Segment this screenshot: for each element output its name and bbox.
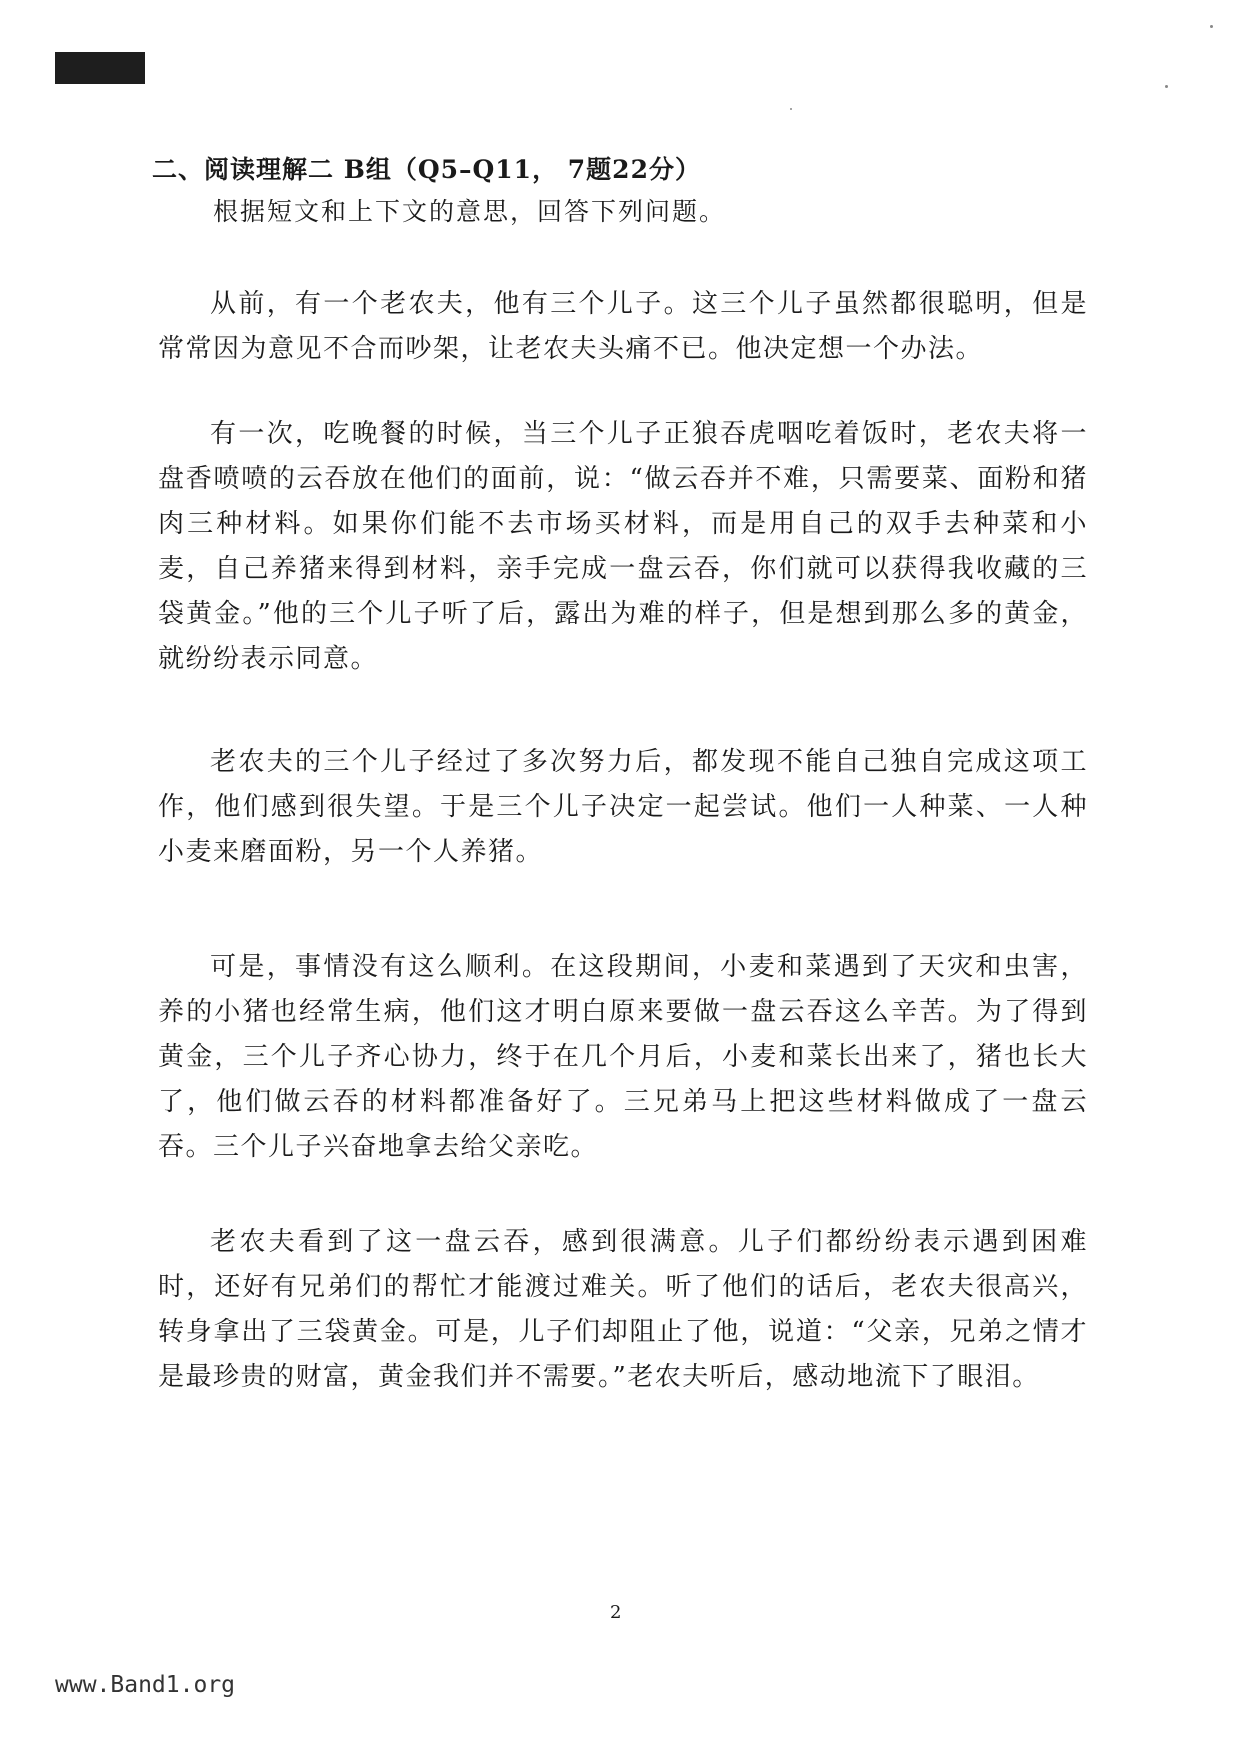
story-paragraph-4: 可是，事情没有这么顺利。在这段期间，小麦和菜遇到了天灾和虫害，养的小猪也经常生病，他们这才明白原来要做一盘云吞这么辛苦。为了得到黄金，三个儿子齐心协力，终于在几个月后，小麦和菜长出来了，猪也长大了，他们做云吞的材料都准备好了。三兄弟马上把这些材料做成了一盘云吞。三个儿子兴奋地拿去给父亲吃。 bbox=[158, 952, 1088, 1162]
scan-speck bbox=[790, 108, 792, 110]
story-paragraph-3: 老农夫的三个儿子经过了多次努力后，都发现不能自己独自完成这项工作，他们感到很失望。于是三个儿子决定一起尝试。他们一人种菜、一人种小麦来磨面粉，另一个人养猪。 bbox=[158, 747, 1088, 867]
story-paragraph-1: 从前，有一个老农夫，他有三个儿子。这三个儿子虽然都很聪明，但是常常因为意见不合而吵架，让老农夫头痛不已。他决定想一个办法。 bbox=[158, 289, 1088, 364]
story-paragraph-5: 老农夫看到了这一盘云吞，感到很满意。儿子们都纷纷表示遇到困难时，还好有兄弟们的帮忙才能渡过难关。听了他们的话后，老农夫很高兴，转身拿出了三袋黄金。可是，儿子们却阻止了他，说道：“父亲，兄弟之情才是最珍贵的财富，黄金我们并不需要。”老农夫听后，感动地流下了眼泪。 bbox=[158, 1227, 1088, 1392]
instruction-text: 根据短文和上下文的意思，回答下列问题。 bbox=[213, 197, 727, 226]
scan-speck bbox=[1210, 25, 1213, 28]
redaction-block bbox=[55, 52, 145, 84]
scan-speck bbox=[1165, 85, 1168, 88]
watermark: www.Band1.org bbox=[55, 1672, 236, 1698]
section-heading: 二、阅读理解二 B组（Q5–Q11， 7题22分） bbox=[152, 155, 701, 184]
page-number: 2 bbox=[610, 1602, 622, 1623]
story-paragraph-2: 有一次，吃晚餐的时候，当三个儿子正狼吞虎咽吃着饭时，老农夫将一盘香喷喷的云吞放在他们的面前，说：“做云吞并不难，只需要菜、面粉和猪肉三种材料。如果你们能不去市场买材料，而是用自己的双手去种菜和小麦，自己养猪来得到材料，亲手完成一盘云吞，你们就可以获得我收藏的三袋黄金。”他的三个儿子听了后，露出为难的样子，但是想到那么多的黄金，就纷纷表示同意。 bbox=[158, 419, 1088, 674]
